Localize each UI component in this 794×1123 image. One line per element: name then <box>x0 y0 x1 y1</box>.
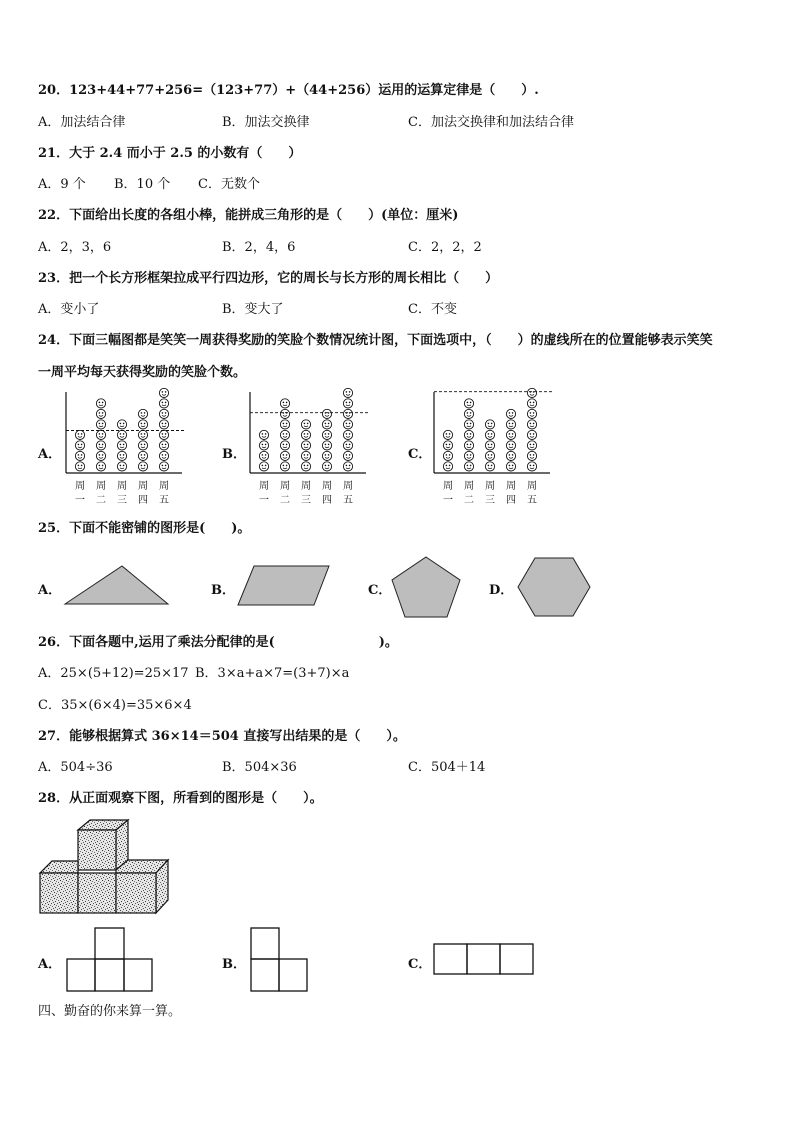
smiley-icon <box>527 462 536 471</box>
smiley-icon <box>138 441 147 450</box>
day-label: 周 <box>443 481 453 492</box>
q28-option-a[interactable]: A． <box>38 957 62 972</box>
parallelogram-shape <box>236 563 332 608</box>
view-option-a <box>66 926 156 994</box>
smiley-icon <box>506 420 515 429</box>
q26-option-a[interactable]: A．25×(5+12)=25×17 <box>38 666 189 681</box>
smiley-icon <box>75 430 84 439</box>
q22-option-b[interactable]: B．2，4，6 <box>222 240 296 255</box>
smiley-chart-a <box>60 390 190 510</box>
smiley-icon <box>464 462 473 471</box>
day-label: 五 <box>527 495 537 506</box>
q25-option-c[interactable]: C． <box>368 583 392 598</box>
q24-stem-line1: 24．下面三幅图都是笑笑一周获得奖励的笑脸个数情况统计图，下面选项中，（ ）的虚线所在的位置能够表示笑笑 <box>38 333 713 348</box>
q26-stem: 26．下面各题中,运用了乘法分配律的是( )。 <box>38 635 398 650</box>
smiley-icon <box>117 430 126 439</box>
q24-stem-line2: 一周平均每天获得奖励的笑脸个数。 <box>38 365 247 380</box>
day-label: 二 <box>280 495 290 506</box>
view-option-b <box>250 926 310 994</box>
day-label: 周 <box>322 481 332 492</box>
day-label: 周 <box>138 481 148 492</box>
day-label: 周 <box>259 481 269 492</box>
day-label: 周 <box>527 481 537 492</box>
smiley-icon <box>464 430 473 439</box>
day-label: 周 <box>117 481 127 492</box>
smiley-icon <box>527 430 536 439</box>
smiley-icon <box>527 451 536 460</box>
q24-option-c[interactable]: C． <box>408 447 432 462</box>
smiley-column <box>301 420 310 471</box>
smiley-icon <box>159 462 168 471</box>
smiley-icon <box>322 462 331 471</box>
smiley-column <box>322 409 331 471</box>
section-4-heading: 四、勤奋的你来算一算。 <box>38 1004 182 1019</box>
smiley-icon <box>301 430 310 439</box>
smiley-column <box>280 399 289 471</box>
smiley-icon <box>117 451 126 460</box>
smiley-icon <box>280 409 289 418</box>
smiley-icon <box>259 430 268 439</box>
smiley-column <box>117 420 126 471</box>
smiley-icon <box>159 409 168 418</box>
smiley-icon <box>343 420 352 429</box>
smiley-icon <box>485 451 494 460</box>
q21-stem: 21．大于 2.4 而小于 2.5 的小数有（ ） <box>38 146 302 161</box>
smiley-icon <box>464 409 473 418</box>
smiley-icon <box>96 451 105 460</box>
smiley-icon <box>259 462 268 471</box>
smiley-icon <box>117 441 126 450</box>
smiley-icon <box>159 399 168 408</box>
smiley-column <box>96 399 105 471</box>
smiley-column <box>138 409 147 471</box>
q26-option-c[interactable]: C．35×(6×4)=35×6×4 <box>38 698 192 713</box>
smiley-column <box>443 430 452 471</box>
smiley-chart-c <box>428 390 558 510</box>
day-label: 三 <box>117 495 127 506</box>
smiley-icon <box>464 399 473 408</box>
smiley-icon <box>443 430 452 439</box>
q26-option-b[interactable]: B．3×a+a×7=(3+7)×a <box>195 666 350 681</box>
smiley-column <box>527 388 536 471</box>
day-label: 二 <box>464 495 474 506</box>
smiley-icon <box>138 420 147 429</box>
day-label: 周 <box>75 481 85 492</box>
smiley-icon <box>96 399 105 408</box>
q21-option-b[interactable]: B．10 个 <box>114 177 171 192</box>
q20-option-a[interactable]: A．加法结合律 <box>38 115 126 130</box>
smiley-icon <box>527 388 536 397</box>
day-label: 五 <box>159 495 169 506</box>
q23-option-a[interactable]: A．变小了 <box>38 302 100 317</box>
day-label: 周 <box>159 481 169 492</box>
q22-stem: 22．下面给出长度的各组小棒，能拼成三角形的是（ ）(单位：厘米) <box>38 208 459 223</box>
day-label: 周 <box>96 481 106 492</box>
q22-option-a[interactable]: A．2，3，6 <box>38 240 112 255</box>
day-label: 周 <box>464 481 474 492</box>
hexagon-shape <box>516 556 592 618</box>
smiley-icon <box>138 409 147 418</box>
smiley-column <box>464 399 473 471</box>
smiley-icon <box>301 441 310 450</box>
smiley-icon <box>464 441 473 450</box>
q20-option-b[interactable]: B．加法交换律 <box>222 115 310 130</box>
smiley-icon <box>301 462 310 471</box>
smiley-icon <box>343 409 352 418</box>
smiley-icon <box>322 409 331 418</box>
day-label: 三 <box>301 495 311 506</box>
smiley-icon <box>159 441 168 450</box>
smiley-icon <box>506 430 515 439</box>
q27-option-b[interactable]: B．504×36 <box>222 760 297 775</box>
smiley-icon <box>343 430 352 439</box>
smiley-icon <box>443 441 452 450</box>
q27-option-a[interactable]: A．504÷36 <box>38 760 113 775</box>
smiley-column <box>343 388 352 471</box>
smiley-icon <box>159 430 168 439</box>
smiley-icon <box>301 451 310 460</box>
smiley-icon <box>159 420 168 429</box>
smiley-icon <box>322 451 331 460</box>
q21-option-a[interactable]: A．9 个 <box>38 177 86 192</box>
smiley-column <box>506 409 515 471</box>
smiley-icon <box>443 462 452 471</box>
smiley-icon <box>527 441 536 450</box>
smiley-icon <box>96 462 105 471</box>
smiley-icon <box>280 420 289 429</box>
q22-option-c[interactable]: C．2，2，2 <box>408 240 482 255</box>
smiley-icon <box>96 430 105 439</box>
smiley-icon <box>280 441 289 450</box>
smiley-icon <box>96 420 105 429</box>
smiley-icon <box>75 462 84 471</box>
day-label: 四 <box>506 495 516 506</box>
smiley-icon <box>259 451 268 460</box>
cube-stack-figure <box>38 818 173 916</box>
smiley-icon <box>322 430 331 439</box>
q25-option-d[interactable]: D． <box>489 583 514 598</box>
smiley-icon <box>506 451 515 460</box>
smiley-icon <box>280 462 289 471</box>
smiley-icon <box>322 441 331 450</box>
smiley-icon <box>527 409 536 418</box>
q25-option-b[interactable]: B． <box>211 583 235 598</box>
q27-stem: 27．能够根据算式 36×14＝504 直接写出结果的是（ ）。 <box>38 729 406 744</box>
smiley-icon <box>96 409 105 418</box>
q21-option-c[interactable]: C．无数个 <box>198 177 260 192</box>
day-label: 周 <box>485 481 495 492</box>
smiley-icon <box>343 399 352 408</box>
smiley-icon <box>96 441 105 450</box>
q28-option-c[interactable]: C． <box>408 957 432 972</box>
day-label: 周 <box>301 481 311 492</box>
smiley-icon <box>485 441 494 450</box>
q24-option-a[interactable]: A． <box>38 447 62 462</box>
smiley-icon <box>464 420 473 429</box>
smiley-icon <box>485 420 494 429</box>
q20-option-c[interactable]: C．加法交换律和加法结合律 <box>408 115 574 130</box>
q20-stem: 20．123+44+77+256=（123+77）+（44+256）运用的运算定律是（ ）. <box>38 83 539 98</box>
q23-stem: 23．把一个长方形框架拉成平行四边形，它的周长与长方形的周长相比（ ） <box>38 271 499 286</box>
q28-stem: 28．从正面观察下图，所看到的图形是（ ）。 <box>38 791 323 806</box>
q23-option-c[interactable]: C．不变 <box>408 302 457 317</box>
smiley-icon <box>527 399 536 408</box>
q23-option-b[interactable]: B．变大了 <box>222 302 284 317</box>
smiley-column <box>159 388 168 471</box>
pentagon-shape <box>390 555 462 620</box>
smiley-icon <box>75 451 84 460</box>
smiley-icon <box>280 451 289 460</box>
q25-stem: 25．下面不能密铺的图形是( )。 <box>38 521 251 536</box>
day-label: 四 <box>322 495 332 506</box>
smiley-icon <box>75 441 84 450</box>
view-option-c <box>433 942 535 976</box>
smiley-icon <box>506 462 515 471</box>
smiley-icon <box>138 462 147 471</box>
day-label: 周 <box>343 481 353 492</box>
smiley-chart-b <box>244 390 374 510</box>
smiley-icon <box>485 430 494 439</box>
smiley-icon <box>343 451 352 460</box>
day-label: 五 <box>343 495 353 506</box>
smiley-icon <box>280 430 289 439</box>
smiley-icon <box>138 451 147 460</box>
smiley-column <box>75 430 84 471</box>
smiley-icon <box>506 441 515 450</box>
day-label: 三 <box>485 495 495 506</box>
smiley-icon <box>443 451 452 460</box>
smiley-icon <box>343 462 352 471</box>
smiley-icon <box>485 462 494 471</box>
q28-option-b[interactable]: B． <box>222 957 246 972</box>
smiley-icon <box>259 441 268 450</box>
smiley-icon <box>322 420 331 429</box>
smiley-icon <box>117 462 126 471</box>
day-label: 一 <box>75 495 85 506</box>
q24-option-b[interactable]: B． <box>222 447 246 462</box>
smiley-icon <box>117 420 126 429</box>
triangle-shape <box>62 563 172 608</box>
smiley-icon <box>343 388 352 397</box>
smiley-icon <box>159 451 168 460</box>
smiley-icon <box>301 420 310 429</box>
day-label: 一 <box>259 495 269 506</box>
smiley-icon <box>138 430 147 439</box>
smiley-icon <box>280 399 289 408</box>
smiley-icon <box>506 409 515 418</box>
day-label: 二 <box>96 495 106 506</box>
smiley-icon <box>464 451 473 460</box>
q25-option-a[interactable]: A． <box>38 583 62 598</box>
day-label: 周 <box>506 481 516 492</box>
q27-option-c[interactable]: C．504＋14 <box>408 760 486 775</box>
day-label: 四 <box>138 495 148 506</box>
smiley-icon <box>527 420 536 429</box>
smiley-column <box>259 430 268 471</box>
day-label: 周 <box>280 481 290 492</box>
smiley-icon <box>159 388 168 397</box>
smiley-column <box>485 420 494 471</box>
smiley-icon <box>343 441 352 450</box>
day-label: 一 <box>443 495 453 506</box>
